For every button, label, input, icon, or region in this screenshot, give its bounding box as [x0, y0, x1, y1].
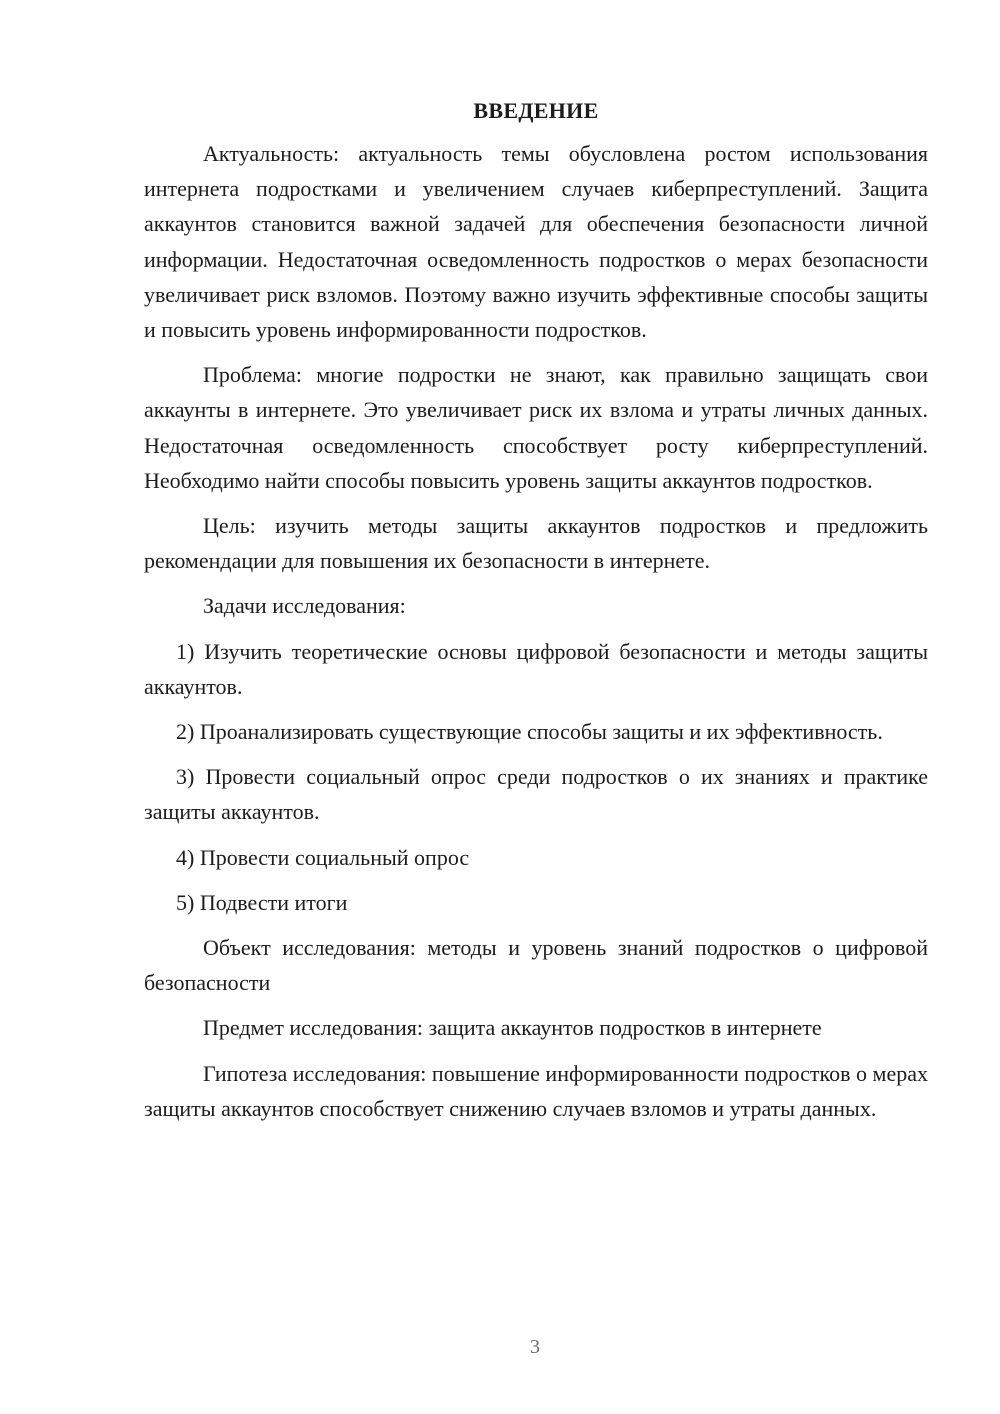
page-content	[144, 96, 928, 1136]
tasks-title: Задачи исследования:	[203, 593, 406, 619]
task-item-4: 4) Провести социальный опрос	[176, 844, 470, 870]
problem-paragraph: Проблема: многие подростки не знают, как правильно защищать свои аккаунты в интернете. Это увеличивает риск их взлома и утраты личных данных. Недостаточная осведомленность способствует росту киберпреступлений. Необходимо найти способы повысить уровень защиты аккаунтов подростков.	[144, 362, 928, 493]
task-item-1: 1) Изучить теоретические основы цифровой безопасности и методы защиты аккаунтов.	[144, 638, 928, 699]
subject-paragraph: Предмет исследования: защита аккаунтов подростков в интернете	[203, 1015, 822, 1041]
page-number: 3	[530, 1336, 540, 1358]
goal-paragraph: Цель: изучить методы защиты аккаунтов подростков и предложить рекомендации для повышения их безопасности в интернете.	[144, 513, 928, 574]
task-item-2: 2) Проанализировать существующие способы защиты и их эффективность.	[176, 719, 883, 745]
object-paragraph: Объект исследования: методы и уровень знаний подростков о цифровой безопасности	[144, 935, 928, 996]
hypothesis-paragraph: Гипотеза исследования: повышение информированности подростков о мерах защиты аккаунтов способствует снижению случаев взломов и утраты данных.	[144, 1060, 928, 1121]
section-heading: ВВЕДЕНИЕ	[473, 98, 599, 123]
relevance-paragraph: Актуальность: актуальность темы обусловлена ростом использования интернета подростками и увеличением случаев киберпреступлений. Защита аккаунтов становится важной задачей для обеспечения безопасности личной информации. Недостаточная осведомленность подростков о мерах безопасности увеличивает риск взломов. Поэтому важно изучить эффективные способы защиты и повысить уровень информированности подростков.	[144, 141, 928, 343]
task-item-3: 3) Провести социальный опрос среди подростков о их знаниях и практике защиты аккаунтов.	[144, 764, 928, 825]
task-item-5: 5) Подвести итоги	[176, 889, 348, 915]
